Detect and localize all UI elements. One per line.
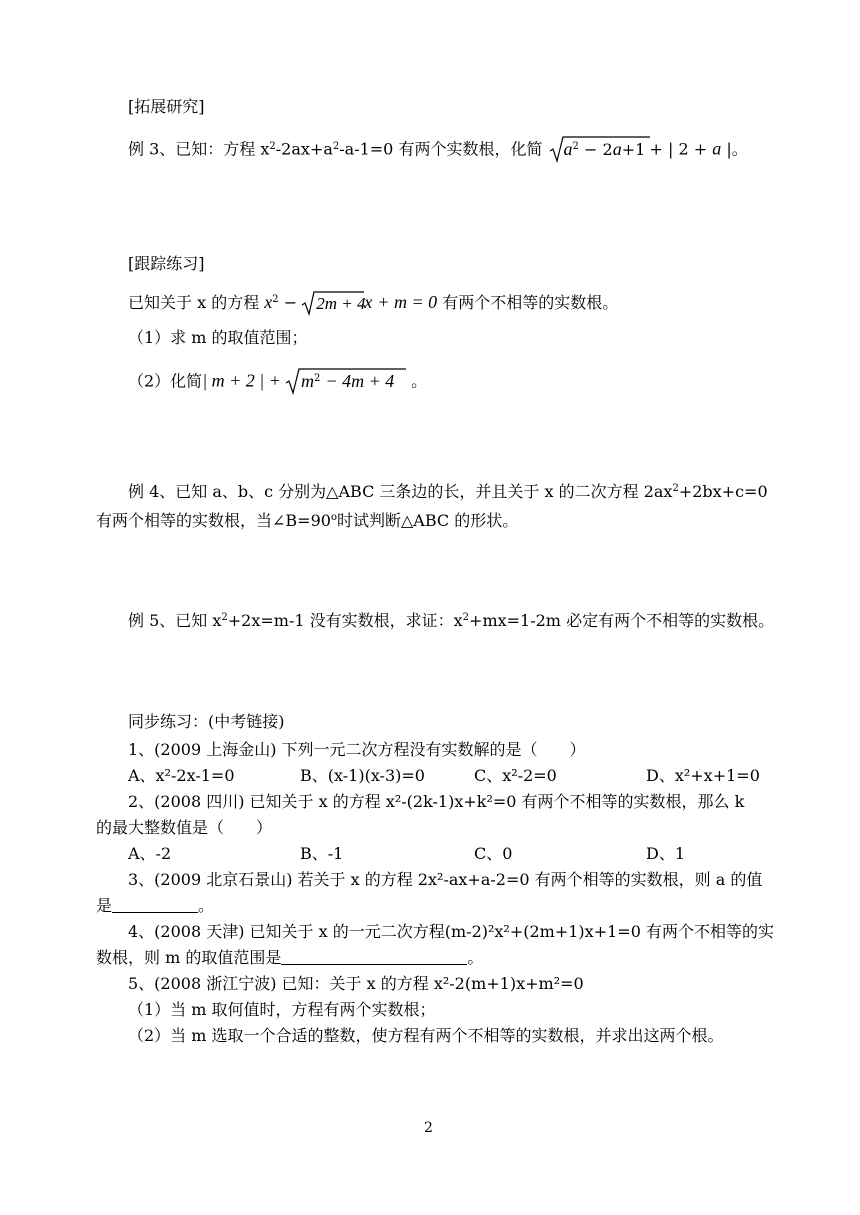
section-title-track: [跟踪练习] [128,254,205,273]
superscript: 2 [272,294,279,305]
superscript: 2 [672,483,679,494]
track-question-1: （1）求 m 的取值范围； [128,328,308,347]
q4-prefix: 数根，则 m 的取值范围是 [96,948,282,967]
q2-tail: 。 [411,371,428,391]
var-x: x [264,292,273,312]
example-3-prefix: 例 3、已知：方程 x [128,139,270,159]
var-a: a [612,139,622,159]
sync-question-3-line-2 [96,895,214,917]
option-b: B、(x-1)(x-3)=0 [300,766,425,785]
superscript: 2 [313,373,321,384]
example-4-end: +2bx+c=0 [678,482,768,501]
expr-plus1: +1 [621,140,646,159]
radical-expression [302,292,364,316]
track-intro: 已知关于 x 的方程 [128,293,260,312]
example-5-text: +2x=m-1 没有实数根，求证：x [227,611,463,630]
var-a: a [712,138,722,159]
option-c: C、0 [474,844,513,863]
equation-rest: + m = 0 [377,292,438,312]
radical-expression [286,369,406,395]
expr-rest: − 2 [584,140,613,159]
var-a: a [563,139,573,159]
minus-sign: − [283,293,298,312]
answer-blank[interactable] [112,896,198,913]
sync-question-4-line-2 [96,947,483,969]
page-number: 2 [424,1120,433,1136]
example-5 [128,610,774,635]
superscript: 2 [462,612,470,623]
q2-prefix: （2）化简 [128,371,203,391]
example-4-text: 时试判断△ABC 的形状。 [336,511,519,530]
track-tail: 有两个不相等的实数根。 [442,293,619,312]
abs-end: | [721,139,732,159]
option-d: D、x²+x+1=0 [646,766,760,785]
option-d: D、1 [646,844,686,863]
example-3-tail: 。 [731,139,748,159]
sync-title: 同步练习：(中考链接) [128,712,285,731]
sync-question-5-line-1: 5、(2008 浙江宁波) 已知：关于 x 的方程 x²-2(m+1)x+m²=0 [128,974,584,993]
superscript: 2 [221,612,228,623]
sync-question-3-line-1: 3、(2009 北京石景山) 若关于 x 的方程 2x²-ax+a-2=0 有两个相等的实数根，则 a 的值 [128,870,763,889]
sync-question-1: 1、(2009 上海金山) 下列一元二次方程没有实数解的是（ ） [128,740,586,759]
example-4-line-2 [96,510,518,535]
abs-part: + | 2 + [649,139,708,159]
var-x: x [364,292,373,312]
sync-question-2-line-1: 2、(2008 四川) 已知关于 x 的方程 x²-(2k-1)x+k²=0 有两个不相等的实数根，那么 k [128,792,745,811]
superscript: 2 [269,140,276,152]
var-m: m [300,371,314,391]
example-4-text: 有两个相等的实数根，当∠B=90 [96,511,331,530]
section-title-expand: [拓展研究] [128,97,205,116]
q3-prefix: 是 [96,896,113,915]
radical-expression [550,137,650,163]
q3-end: 。 [198,896,215,915]
superscript: 2 [572,141,579,152]
superscript: 2 [332,140,340,152]
example-4-text: 例 4、已知 a、b、c 分别为△ABC 三条边的长，并且关于 x 的二次方程 2ax [128,482,673,501]
option-a: A、x²-2x-1=0 [128,766,235,785]
track-question-2 [128,369,427,395]
abs-expression: | m + 2 | + [202,370,281,391]
radical-rest: − 4m + 4 [325,371,395,391]
option-a: A、-2 [128,844,172,863]
q4-end: 。 [467,948,484,967]
example-3-eq2: -a-1=0 有两个实数根，化简 [339,139,543,159]
superscript: o [330,512,337,523]
example-5-text: 例 5、已知 x [128,611,222,630]
sync-question-4-line-1: 4、(2008 天津) 已知关于 x 的一元二次方程(m-2)²x²+(2m+1)x+1=0 有两个不相等的实 [128,922,774,941]
sync-question-2-line-2: 的最大整数值是（ ） [96,818,273,837]
example-4-line-1 [128,481,768,506]
track-problem [128,291,618,317]
example-3 [128,137,748,164]
example-3-eq1: -2ax+a [275,139,333,159]
example-5-text: +mx=1-2m 必定有两个不相等的实数根。 [469,611,775,630]
option-c: C、x²-2=0 [474,766,557,785]
sync-question-5-sub-1: （1）当 m 取何值时，方程有两个实数根； [128,1000,436,1019]
sync-question-5-sub-2: （2）当 m 选取一个合适的整数，使方程有两个不相等的实数根，并求出这两个根。 [128,1026,724,1045]
answer-blank[interactable] [281,948,467,965]
option-b: B、-1 [300,844,344,863]
radical-body: 2m + 4 [316,293,366,313]
